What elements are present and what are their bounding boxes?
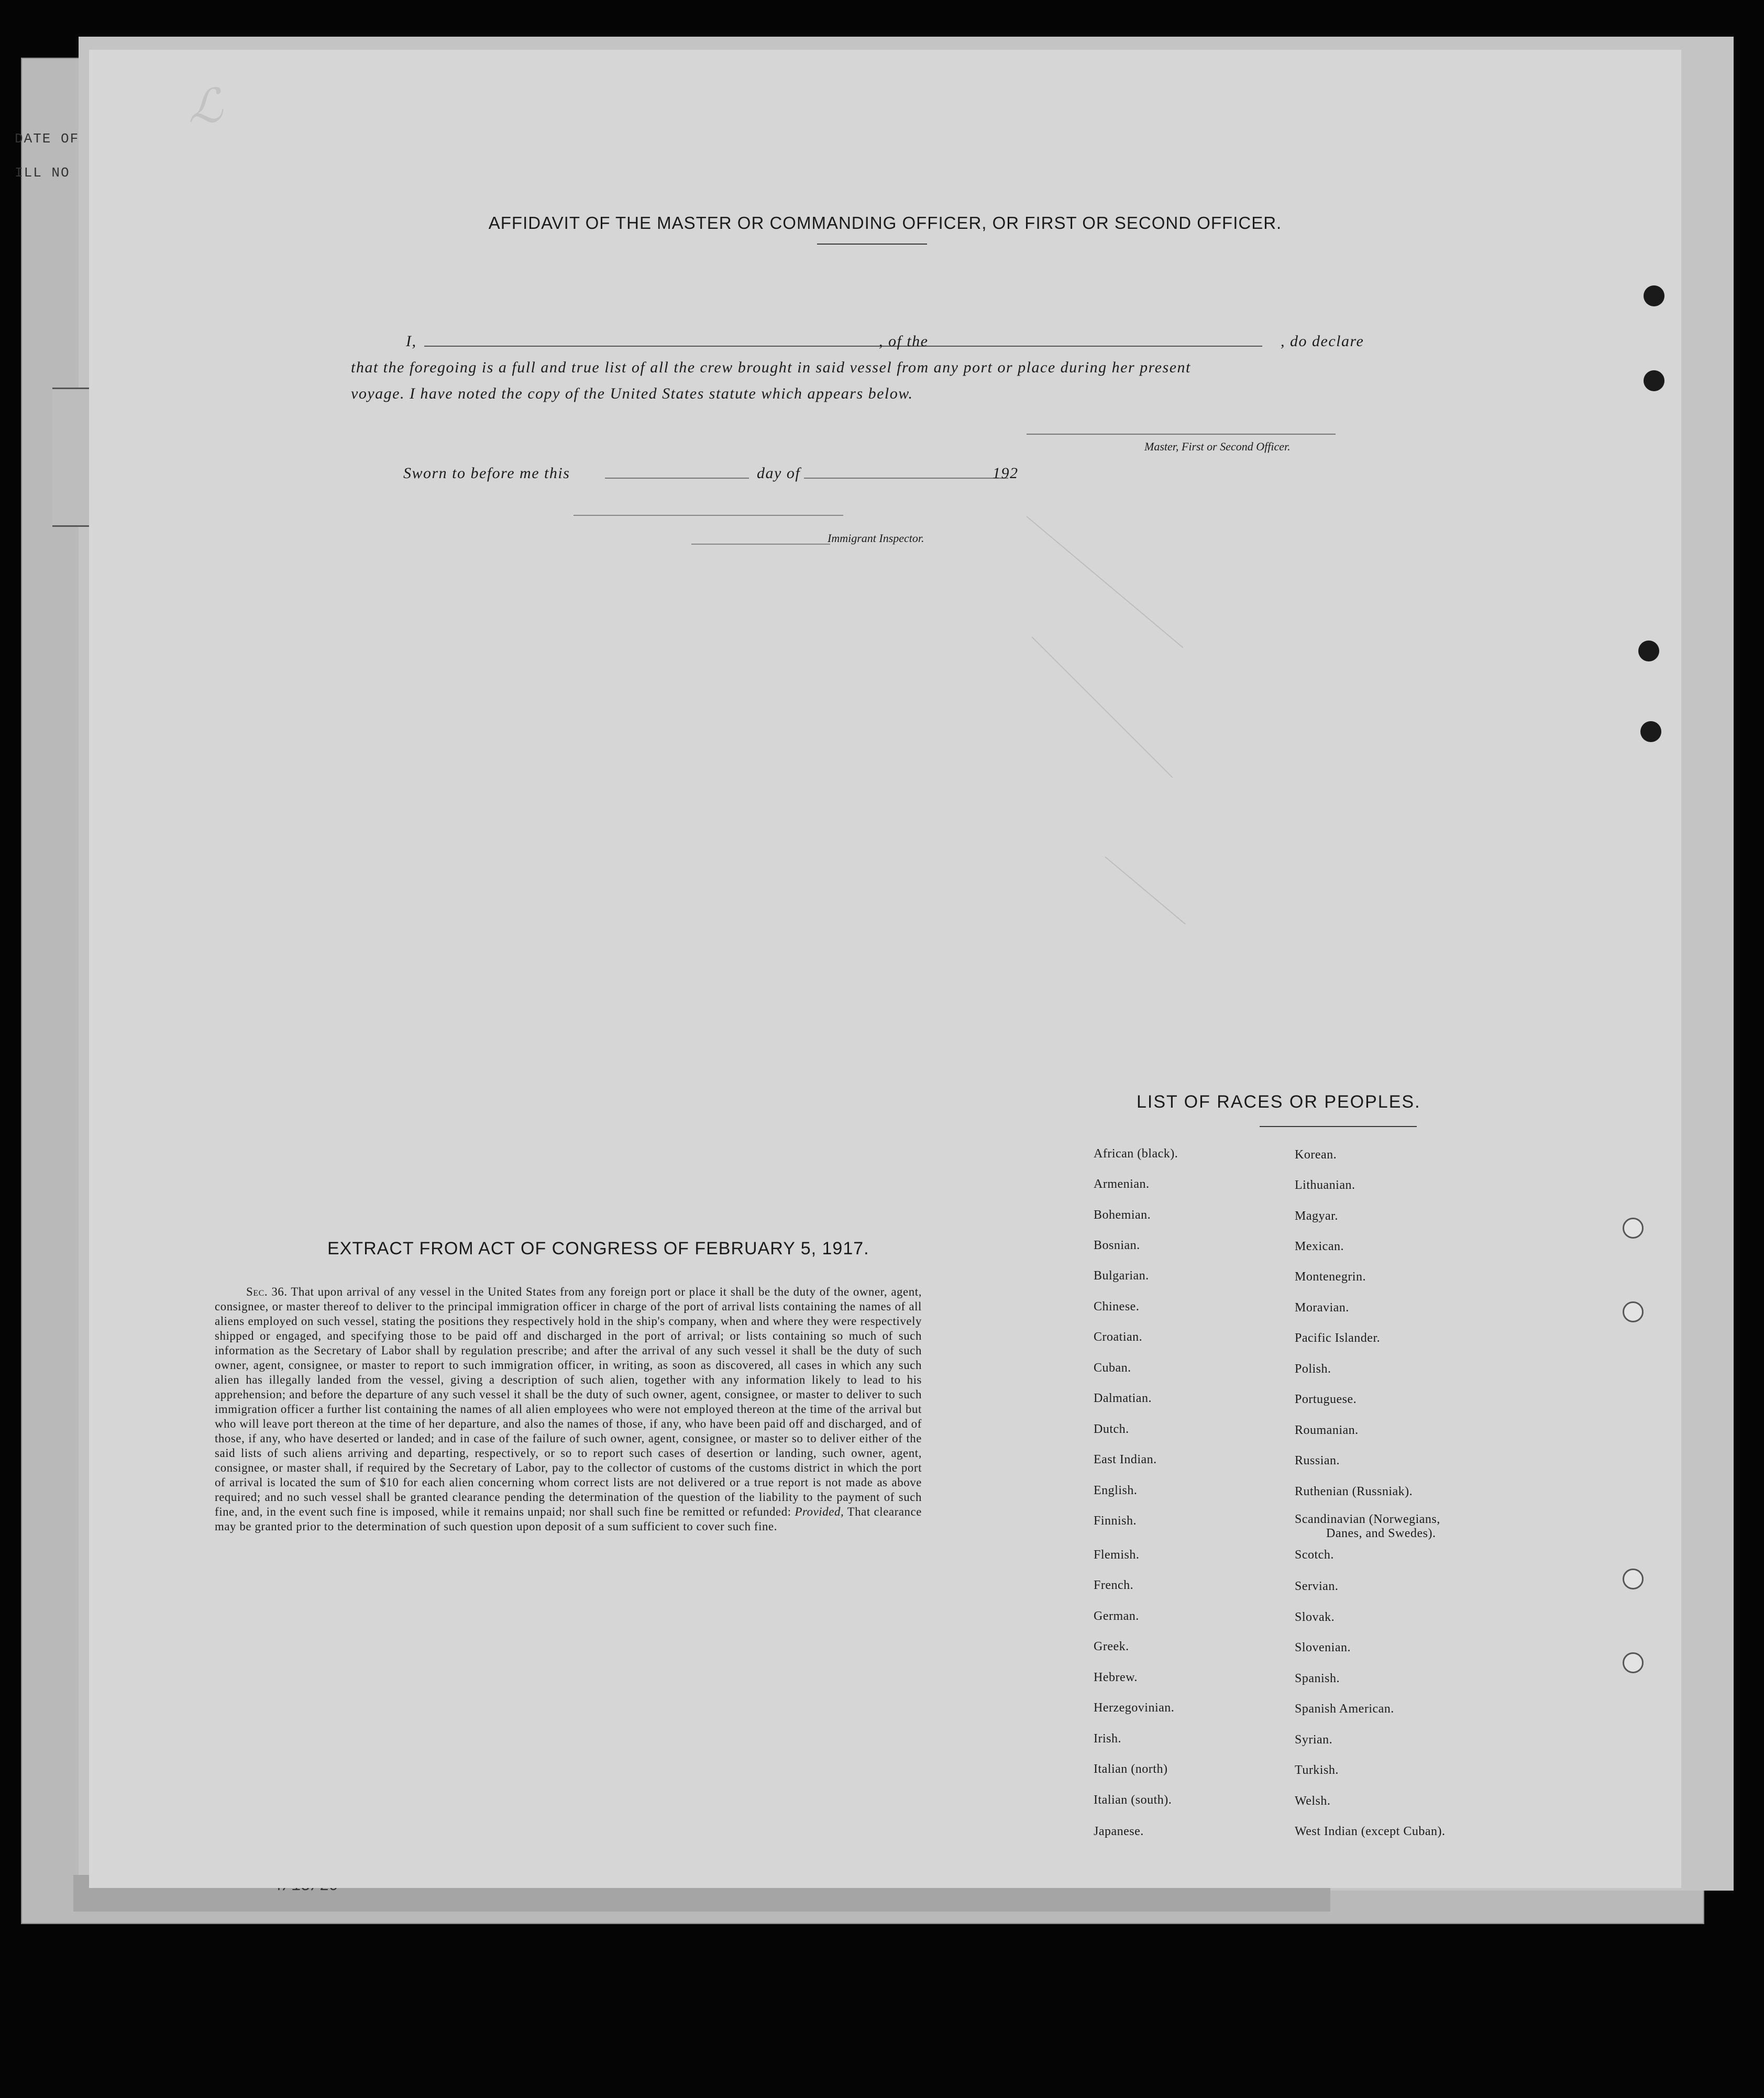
race-right-12: Ruthenian (Russniak). (1295, 1485, 1413, 1498)
race-left-2: Armenian. (1094, 1177, 1150, 1191)
race-right-19: Spanish American. (1295, 1702, 1394, 1716)
affidavit-of-the: , of the (879, 333, 929, 350)
race-right-20: Syrian. (1295, 1733, 1333, 1747)
day-of-text: day of (757, 465, 801, 482)
race-right-14: Scotch. (1295, 1548, 1334, 1562)
paper-scratch-3 (1105, 856, 1185, 924)
affidavit-i: I, (406, 333, 417, 350)
year-prefix: 192 (993, 465, 1019, 482)
edge-text-date: DATE OF (15, 131, 80, 147)
race-right-21: Turkish. (1295, 1763, 1339, 1777)
extract-title: EXTRACT FROM ACT OF CONGRESS OF FEBRUARY 5, 1917. (327, 1239, 869, 1258)
race-right-7: Pacific Islander. (1295, 1331, 1381, 1345)
race-left-15: French. (1094, 1578, 1134, 1592)
title-rule (817, 244, 927, 245)
race-right-23: West Indian (except Cuban). (1295, 1825, 1446, 1838)
race-left-17: Greek. (1094, 1640, 1129, 1653)
race-left-1: African (black). (1094, 1147, 1178, 1161)
races-title: LIST OF RACES OR PEOPLES. (1137, 1092, 1421, 1112)
race-left-13: Finnish. (1094, 1514, 1137, 1528)
race-left-23: Japanese. (1094, 1825, 1144, 1838)
race-right-15: Servian. (1295, 1580, 1339, 1593)
manifest-page (89, 50, 1681, 1888)
edge-text-bill: ILL NO (15, 165, 70, 181)
handwritten-mark: ℒ (189, 81, 223, 132)
race-right-22: Welsh. (1295, 1794, 1331, 1808)
race-right-1: Korean. (1295, 1148, 1337, 1162)
inspector-label-rule (691, 544, 830, 545)
race-right-3: Magyar. (1295, 1209, 1338, 1223)
race-right-5: Montenegrin. (1295, 1270, 1366, 1284)
vessel-blank[interactable] (948, 346, 1262, 347)
extract-body (215, 1285, 922, 1534)
race-right-13: Scandinavian (Norwegians, (1295, 1512, 1440, 1526)
sworn-month-blank[interactable] (804, 478, 1008, 479)
paper-scratch (1026, 516, 1183, 648)
race-right-2: Lithuanian. (1295, 1178, 1355, 1192)
inspector-signature-line[interactable] (574, 515, 843, 516)
race-left-4: Bosnian. (1094, 1239, 1140, 1252)
race-right-13b: Danes, and Swedes). (1326, 1527, 1436, 1540)
race-left-12: English. (1094, 1484, 1138, 1497)
affidavit-title: AFFIDAVIT OF THE MASTER OR COMMANDING OFFICER, OR FIRST OR SECOND OFFICER. (488, 213, 1282, 233)
race-left-19: Herzegovinian. (1094, 1701, 1175, 1715)
race-right-8: Polish. (1295, 1362, 1331, 1376)
punch-hole-ring (1623, 1652, 1644, 1673)
race-left-20: Irish. (1094, 1732, 1121, 1746)
bleed-through (168, 134, 1529, 291)
affidavit-line-3: voyage. I have noted the copy of the United States statute which appears below. (351, 385, 913, 402)
affidavit-line-2: that the foregoing is a full and true list of all the crew brought in said vessel from any port or place during her present (351, 359, 1191, 376)
race-left-9: Dalmatian. (1094, 1392, 1152, 1405)
race-left-18: Hebrew. (1094, 1671, 1138, 1684)
inspector-label: Immigrant Inspector. (828, 532, 924, 545)
race-left-5: Bulgarian. (1094, 1269, 1149, 1283)
race-right-11: Russian. (1295, 1454, 1340, 1467)
race-right-18: Spanish. (1295, 1672, 1340, 1685)
race-left-8: Cuban. (1094, 1361, 1131, 1375)
race-left-7: Croatian. (1094, 1330, 1143, 1344)
punch-hole (1638, 641, 1659, 661)
extract-text-a: That upon arrival of any vessel in the United States from any foreign port or place it shall be the duty of the owner, agent, consignee, or master thereof to deliver to the principal immigration officer in charge of the port of arrival lists containing the names of all aliens employed on such vessel, stating the positions they respectively hold in the ship's company, when and where they were respectively shipped or engaged, and specifying those to be paid off and discharged in the port of arrival; or lists containing so much of such information as the Secretary of Labor shall by regulation prescribe; and after the arrival of any such vessel it shall be the duty of such owner, agent, consignee, or master to report to such immigration officer, in writing, as soon as discovered, all cases in which any such alien has illegally landed from the vessel, giving a description of such alien, together with any information likely to lead to his apprehension; and before the departure of any such vessel it shall be the duty of such owner, agent, consignee, or master to deliver to such immigration officer a further list containing the names of all alien employees who were not employed thereon at the time of the arrival but who will leave port thereon at the time of her departure, and also the names of those, if any, who have been paid off and discharged, and of those, if any, who have deserted or landed; and in case of the failure of such owner, agent, consignee, or master so to deliver either of the said lists of such aliens arriving and departing, respectively, or so to report such cases of desertion or landing, such owner, agent, consignee, or master shall, if required by the Secretary of Labor, pay to the collector of customs of the customs district in which the port of arrival is located the sum of $10 for each alien concerning whom correct lists are not delivered or a true report is not made as above required; and no such vessel shall be granted clearance pending the determination of the question of the liability to the payment of such fine, and, in the event such fine is imposed, while it remains unpaid; nor shall such fine be remitted or refunded: (215, 1285, 922, 1518)
race-left-3: Bohemian. (1094, 1208, 1151, 1222)
race-left-16: German. (1094, 1609, 1139, 1623)
master-label: Master, First or Second Officer. (1144, 440, 1291, 453)
race-left-14: Flemish. (1094, 1548, 1140, 1562)
race-left-11: East Indian. (1094, 1453, 1157, 1466)
punch-hole-ring (1623, 1569, 1644, 1589)
punch-hole (1644, 285, 1664, 306)
punch-hole-ring (1623, 1218, 1644, 1239)
paper-scratch-2 (1031, 636, 1173, 778)
race-right-16: Slovak. (1295, 1610, 1335, 1624)
extract-text-b: That clearance may be granted prior to the determination of such question upon deposit of a sum sufficient to cover such fine. (215, 1505, 922, 1533)
punch-hole (1644, 370, 1664, 391)
race-right-6: Moravian. (1295, 1301, 1349, 1315)
race-left-6: Chinese. (1094, 1300, 1140, 1313)
sworn-text: Sworn to before me this (403, 465, 570, 482)
race-right-9: Portuguese. (1295, 1393, 1357, 1406)
race-right-4: Mexican. (1295, 1240, 1344, 1253)
race-right-10: Roumanian. (1295, 1423, 1359, 1437)
race-left-22: Italian (south). (1094, 1793, 1172, 1807)
punch-hole-ring (1623, 1301, 1644, 1322)
sworn-day-blank[interactable] (605, 478, 749, 479)
master-signature-line[interactable] (1027, 434, 1336, 435)
race-right-17: Slovenian. (1295, 1641, 1351, 1654)
race-left-10: Dutch. (1094, 1422, 1129, 1436)
provided-label: Provided, (795, 1505, 844, 1518)
section-label: Sec. 36. (246, 1285, 288, 1298)
race-left-21: Italian (north) (1094, 1762, 1168, 1776)
punch-hole (1640, 721, 1661, 742)
affidavit-declare: , do declare (1281, 333, 1364, 350)
races-title-rule (1260, 1126, 1417, 1127)
